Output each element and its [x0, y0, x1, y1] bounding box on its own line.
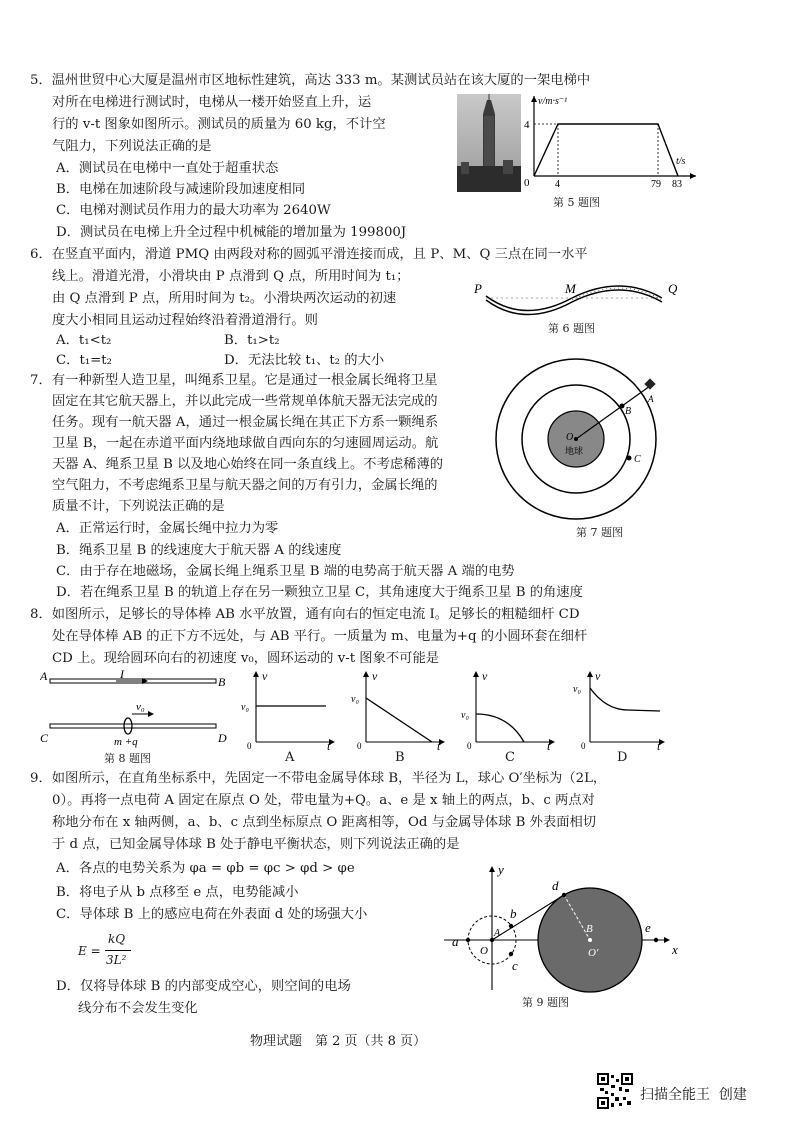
q9-option-b: B．将电子从 b 点移至 e 点，电势能减小: [56, 885, 299, 900]
q5-graph-ttick-3: 83: [672, 179, 682, 188]
q8-caption: 第 8 题图: [104, 752, 151, 765]
q5-option-a: A．测试员在电梯中一直处于超重状态: [56, 161, 279, 176]
q8c-v: v: [482, 669, 488, 683]
q8a-v0: v₀: [241, 702, 249, 713]
q9-field-diagram: [440, 860, 680, 996]
q9-label-c: c: [512, 958, 518, 973]
q8-label-mq: m +q: [114, 736, 138, 748]
q5-caption: 第 5 题图: [553, 196, 600, 209]
q5-graph-vtick: 4: [524, 119, 530, 131]
q6-option-a: A．t₁<t₂: [56, 333, 112, 348]
q7-label-o: O: [566, 432, 574, 443]
q5-graph-ttick-1: 4: [555, 179, 560, 188]
q7-orbit-diagram: [490, 354, 662, 524]
q8d-v: v: [595, 669, 601, 683]
q9-label-b: b: [510, 906, 517, 921]
q8-graph-d: [568, 668, 668, 750]
q8-label-b: B: [218, 675, 226, 689]
q9-formula: [78, 932, 158, 972]
q6-label-p: P: [474, 281, 482, 296]
q6-line-1: 6．在竖直平面内，滑道 PMQ 由两段对称的圆弧平滑连接而成，且 P、M、Q 三点在同一水平: [30, 247, 588, 262]
q8-graph-a: [238, 668, 338, 750]
q5-line-1: 5．温州世贸中心大厦是温州市区地标性建筑，高达 333 m。某测试员站在该大厦的一架电梯中: [30, 73, 591, 88]
q7-label-c: C: [634, 454, 641, 465]
q5-line-2: 对所在电梯进行测试时，电梯从一楼开始竖直上升，运: [52, 95, 372, 110]
q9-label-d: d: [552, 878, 559, 893]
q7-option-a: A．正常运行时，金属长绳中拉力为零: [56, 521, 279, 536]
q9-label-y: y: [498, 862, 504, 877]
q6-line-4: 度大小相同且运动过程始终沿着滑道滑行。则: [52, 313, 318, 328]
q8c-v0: v₀: [461, 710, 469, 721]
q9-option-a: A．各点的电势关系为 φa = φb = φc > φd > φe: [56, 861, 355, 876]
q5-graph-origin: 0: [524, 177, 530, 188]
q7-option-c: C．由于存在地磁场，金属长绳上绳系卫星 B 端的电势高于航天器 A 端的电势: [56, 564, 515, 579]
q6-label-q: Q: [668, 281, 678, 296]
q8c-zero: 0: [467, 741, 472, 750]
q8-graph-letter-d: D: [617, 750, 628, 765]
q8-graph-letter-c: C: [505, 750, 515, 765]
q8a-t: t: [327, 739, 331, 750]
q8-graph-letter-b: B: [395, 750, 405, 765]
q7-line-7: 质量不计，下列说法正确的是: [52, 499, 225, 514]
q9-line-2: 0）。再将一点电荷 A 固定在原点 O 处，带电量为+Q。a、e 是 x 轴上的两点，b、c 两点对: [52, 793, 595, 808]
q9-label-e: e: [645, 920, 651, 935]
q6-option-d: D．无法比较 t₁、t₂ 的大小: [224, 353, 385, 368]
q7-caption: 第 7 题图: [576, 526, 623, 539]
q7-line-5: 天器 A、绳系卫星 B 以及地心始终在同一条直线上。不考虑稀薄的: [52, 457, 444, 472]
q7-option-d: D．若在绳系卫星 B 的轨道上存在另一颗独立卫星 C，其角速度大于绳系卫星 B 的角速度: [56, 585, 583, 600]
q9-label-o: O: [480, 945, 488, 957]
q9-option-d-1: D．仅将导体球 B 的内部变成空心，则空间的电场: [56, 979, 351, 994]
q6-caption: 第 6 题图: [548, 322, 595, 335]
q7-line-6: 空气阻力，不考虑绳系卫星与航天器之间的万有引力，金属长绳的: [52, 478, 438, 493]
q8-label-i: I: [120, 670, 124, 681]
q9-label-charge-a: A: [494, 928, 501, 939]
q7-label-earth: 地球: [565, 446, 584, 456]
q9-option-c: C．导体球 B 上的感应电荷在外表面 d 处的场强大小: [56, 907, 368, 922]
q8b-zero: 0: [357, 741, 362, 750]
q8-rods-diagram: [40, 670, 230, 748]
q6-label-m: M: [565, 281, 576, 296]
q9-label-oprime: O′: [588, 947, 599, 959]
q9-formula-bar: [105, 950, 131, 951]
q8-line-3: CD 上。现给圆环向右的初速度 v₀，圆环运动的 v-t 图象不可能是: [52, 651, 440, 666]
q7-line-4: 卫星 B，一起在赤道平面内绕地球做自西向东的匀速圆周运动。航: [52, 436, 439, 451]
q7-option-b: B．绳系卫星 B 的线速度大于航天器 A 的线速度: [56, 543, 342, 558]
q9-line-1: 9．如图所示，在直角坐标系中，先固定一不带电金属导体球 B，半径为 L，球心 O′坐标为（2L，: [30, 771, 607, 786]
q5-option-b: B．电梯在加速阶段与减速阶段加速度相同: [56, 182, 306, 197]
q6-line-2: 线上。滑道光滑，小滑块由 P 点滑到 Q 点，所用时间为 t₁；: [52, 269, 410, 284]
q9-line-3: 称地分布在 x 轴两侧，a、b、c 点到坐标原点 O 距离相等，Od 与金属导体球 B 外表面相切: [52, 815, 597, 830]
watermark-text: 扫描全能王 创建: [640, 1087, 747, 1103]
q8b-v: v: [372, 669, 378, 683]
q9-formula-lhs: E =: [78, 944, 101, 958]
q7-label-a: A: [648, 394, 654, 404]
q8b-v0: v₀: [351, 694, 359, 705]
q6-line-3: 由 Q 点滑到 P 点，所用时间为 t₂。小滑块两次运动的初速: [52, 291, 397, 306]
q8-label-c: C: [40, 731, 49, 745]
q5-vt-graph: [520, 92, 700, 188]
q9-label-x: x: [672, 942, 678, 957]
q7-label-b: B: [625, 406, 632, 417]
q6-track-diagram: [474, 276, 688, 324]
q9-line-4: 于 d 点，已知金属导体球 B 处于静电平衡状态，则下列说法正确的是: [52, 837, 460, 852]
q7-line-2: 固定在其它航天器上，并以此完成一些常规单体航天器无法完成的: [52, 394, 438, 409]
qr-code-icon: [597, 1073, 633, 1109]
q6-option-b: B．t₁>t₂: [224, 333, 280, 348]
q8-line-1: 8．如图所示，足够长的导体棒 AB 水平放置，通有向右的恒定电流 I。足够长的粗糙细杆 CD: [30, 607, 580, 622]
q8c-t: t: [547, 739, 551, 750]
q9-caption: 第 9 题图: [522, 996, 569, 1009]
q6-option-c: C．t₁=t₂: [56, 353, 112, 368]
q8-graph-c: [458, 668, 558, 750]
q5-line-3: 行的 v-t 图象如图所示。测试员的质量为 60 kg，不计空: [52, 117, 386, 132]
q9-formula-num: kQ: [108, 932, 126, 946]
q9-label-a: a: [452, 934, 459, 949]
q5-graph-ttick-2: 79: [651, 179, 661, 188]
q5-graph-ylabel: v/m·s⁻¹: [538, 96, 568, 107]
q8b-t: t: [437, 739, 441, 750]
q8-graph-b: [348, 668, 448, 750]
q8-graph-letter-a: A: [285, 750, 295, 765]
q8d-v0: v₀: [573, 684, 581, 695]
q5-line-4: 气阻力，下列说法正确的是: [52, 139, 212, 154]
q9-label-ball: B: [586, 923, 593, 935]
q7-line-3: 任务。现有一航天器 A，通过一根金属长绳在其正下方系一颗绳系: [52, 415, 439, 430]
q5-option-d: D．测试员在电梯上升全过程中机械能的增加量为 199800J: [56, 225, 407, 240]
q9-formula-den: 3L²: [106, 953, 127, 967]
q8-label-d: D: [218, 731, 227, 745]
building-photo: [457, 94, 521, 192]
q8a-zero: 0: [247, 741, 252, 750]
q5-graph-xlabel: t/s: [676, 156, 686, 167]
q7-line-1: 7．有一种新型人造卫星，叫绳系卫星。它是通过一根金属长绳将卫星: [30, 373, 438, 388]
page-footer: 物理试题 第 2 页（共 8 页）: [250, 1034, 427, 1049]
q8-line-2: 处在导体棒 AB 的正下方不远处，与 AB 平行。一质量为 m、电量为+q 的小圆环套在细杆: [52, 629, 588, 644]
q8-label-v0: v₀: [136, 701, 145, 713]
q8a-v: v: [262, 669, 268, 683]
q8-label-a: A: [40, 670, 48, 683]
q8d-t: t: [657, 739, 661, 750]
q8d-zero: 0: [581, 741, 586, 750]
q5-option-c: C．电梯对测试员作用力的最大功率为 2640W: [56, 203, 331, 218]
q9-option-d-2: 线分布不会发生变化: [78, 1001, 198, 1016]
